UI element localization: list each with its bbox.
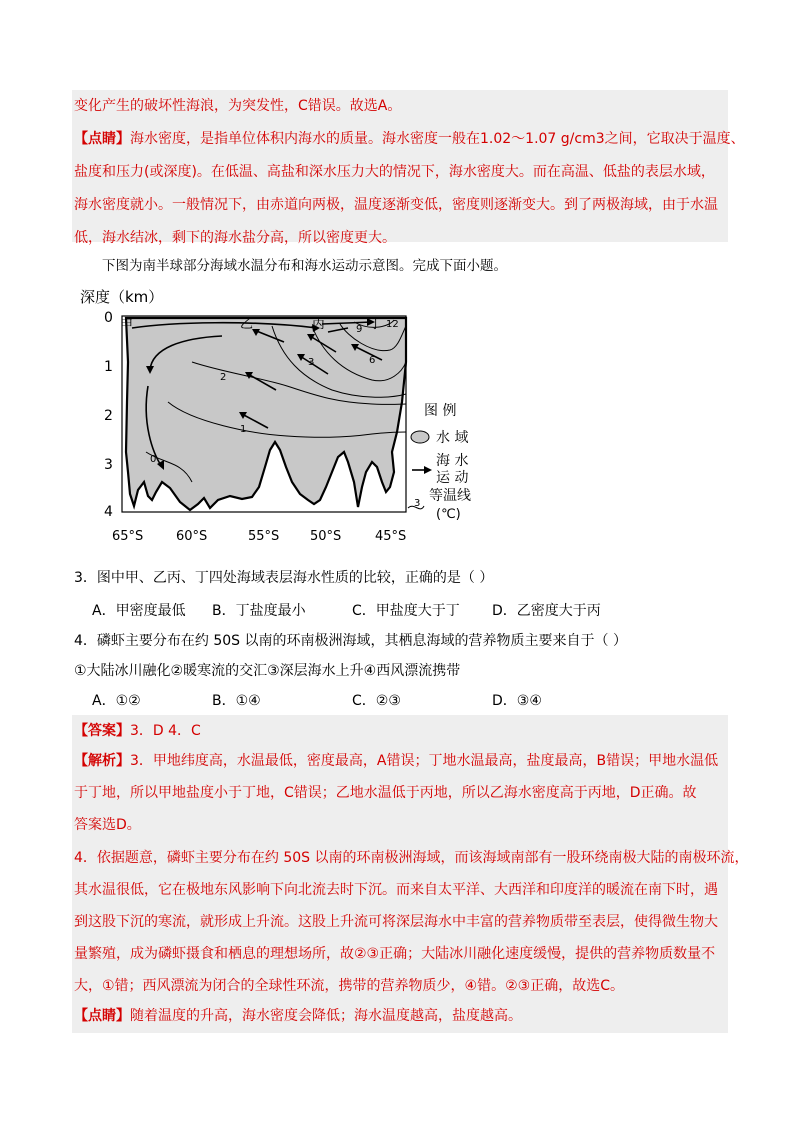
q4-option-a: A．①② xyxy=(92,693,141,709)
legend-motion-label: 运 动 xyxy=(436,470,469,486)
analysis-tag: 【解析】 xyxy=(74,753,130,769)
analysis-line xyxy=(74,751,718,771)
analysis-line: 到这股下沉的寒流，就形成上升流。这股上升流可将深层海水中丰富的营养物质带至表层，使得微生物大 xyxy=(74,914,718,930)
y-axis-ticks xyxy=(104,310,113,520)
q3-option-c: C．甲盐度大于丁 xyxy=(352,603,460,619)
x-tick: 65°S xyxy=(112,529,144,544)
legend-title: 图 例 xyxy=(424,403,457,419)
q3-option-a: A．甲密度最低 xyxy=(92,603,186,619)
legend-motion-arrow-icon xyxy=(424,466,432,474)
final-note-text: 随着温度的升高，海水密度会降低；海水温度越高，盐度越高。 xyxy=(130,1008,522,1024)
answer-text: 3．D 4．C xyxy=(130,723,201,739)
isotherm-label: 0 xyxy=(150,454,157,465)
analysis-text: 3．甲地纬度高，水温最低，密度最高，A错误；丁地水温最高，盐度最高，B错误；甲地水温低 xyxy=(130,753,719,769)
legend xyxy=(408,403,471,522)
y-axis-title: 深度（km） xyxy=(80,288,164,306)
y-tick: 1 xyxy=(104,359,113,375)
isotherm-label: 12 xyxy=(386,319,399,330)
final-note-line xyxy=(74,1006,522,1026)
isotherm-label: 6 xyxy=(369,355,376,366)
explanation-line: 海水密度就小。一般情况下，由赤道向两极，温度逐渐变低，密度则逐渐变大。到了两极海域，由于水温 xyxy=(74,197,718,213)
y-tick: 2 xyxy=(104,408,113,424)
legend-water-swatch xyxy=(411,431,429,443)
question-4-items: ①大陆冰川融化②暖寒流的交汇③深层海水上升④西风漂流携带 xyxy=(74,663,461,679)
y-tick: 3 xyxy=(104,457,113,473)
isotherm-label: 1 xyxy=(240,424,247,435)
legend-water-label: 水 域 xyxy=(436,430,469,446)
analysis-line: 量繁殖，成为磷虾摄食和栖息的理想场所，故②③正确；大陆冰川融化速度缓慢，提供的营养物质数量不 xyxy=(74,946,716,962)
answer-line xyxy=(74,721,201,741)
tip-tag: 【点睛】 xyxy=(74,131,130,147)
y-tick: 4 xyxy=(104,504,113,520)
x-tick: 45°S xyxy=(375,529,407,544)
analysis-line: 大，①错；西风漂流为闭合的全球性环流，携带的营养物质少，④错。②③正确，故选C。 xyxy=(74,978,624,994)
legend-motion-label: 海 水 xyxy=(436,453,469,469)
point-label-yi: 乙 xyxy=(240,317,254,332)
q3-option-d: D．乙密度大于丙 xyxy=(492,603,601,619)
explanation-line: 低，海水结冰，剩下的海水盐分高，所以密度更大。 xyxy=(74,230,396,246)
point-label-ding: 丁 xyxy=(369,317,383,332)
isotherm-label: 2 xyxy=(220,372,227,383)
isotherm-label: 3 xyxy=(308,357,315,368)
legend-isotherm-sample: 3 xyxy=(414,498,421,509)
x-axis-ticks xyxy=(112,529,406,544)
q4-option-c: C．②③ xyxy=(352,693,401,709)
q4-option-b: B．①④ xyxy=(212,693,261,709)
q4-option-d: D．③④ xyxy=(492,693,542,709)
isotherm-label: 9 xyxy=(356,324,363,335)
y-tick: 0 xyxy=(104,310,113,326)
ocean-temperature-figure xyxy=(72,282,492,550)
explanation-line: 变化产生的破坏性海浪，为突发性，C错误。故选A。 xyxy=(74,98,402,114)
analysis-line: 于丁地，所以甲地盐度小于丁地，C错误；乙地水温低于丙地，所以乙海水密度高于丙地，D正确。故 xyxy=(74,785,697,801)
final-note-tag: 【点睛】 xyxy=(74,1008,130,1024)
question-3-stem: 3．图中甲、乙丙、丁四处海域表层海水性质的比较，正确的是（ ） xyxy=(74,570,494,586)
legend-isotherm-unit: (℃) xyxy=(436,507,461,522)
x-tick: 50°S xyxy=(310,529,342,544)
point-label-jia: 甲 xyxy=(120,318,134,333)
figure-intro: 下图为南半球部分海域水温分布和海水运动示意图。完成下面小题。 xyxy=(102,258,507,274)
explanation-line: 盐度和压力(或深度)。在低温、高盐和深水压力大的情况下，海水密度大。而在高温、低盐的表层水域， xyxy=(74,164,715,180)
explanation-line xyxy=(74,129,745,149)
question-4-stem: 4．磷虾主要分布在约 50S 以南的环南极洲海域，其栖息海域的营养物质主要来自于（ ） xyxy=(74,633,627,649)
q3-option-b: B．丁盐度最小 xyxy=(212,603,306,619)
analysis-line: 4．依据题意，磷虾主要分布在约 50S 以南的环南极洲海域，而该海域南部有一股环绕南极大陆的南极环流， xyxy=(74,850,749,866)
x-tick: 55°S xyxy=(248,529,280,544)
analysis-line: 其水温很低，它在极地东风影响下向北流去时下沉。而来自太平洋、大西洋和印度洋的暖流在南下时，遇 xyxy=(74,882,718,898)
x-tick: 60°S xyxy=(176,529,208,544)
answer-tag: 【答案】 xyxy=(74,723,130,739)
point-label-bing: 丙 xyxy=(312,317,326,332)
analysis-line: 答案选D。 xyxy=(74,817,141,833)
legend-isotherm-label: 等温线 xyxy=(429,488,471,504)
tip-text: 海水密度，是指单位体积内海水的质量。海水密度一般在1.02～1.07 g/cm3之间，它取决于温度、 xyxy=(130,131,745,147)
